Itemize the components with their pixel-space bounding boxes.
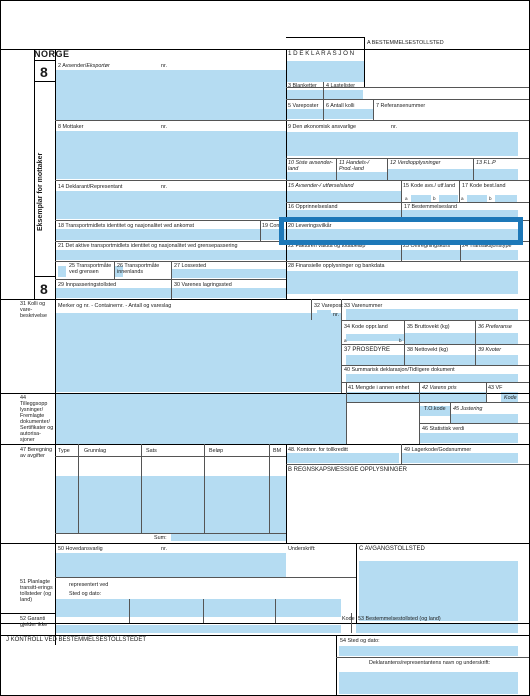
field-20-label: 20 Leveringsvilkår bbox=[288, 223, 332, 229]
field-50-label: 50 Hovedansvarlig bbox=[58, 546, 103, 552]
field-b-label: B REGNSKAPSMESSIGE OPPLYSNINGER bbox=[288, 467, 407, 473]
field-16-label: 16 Opprinnelsesland bbox=[288, 204, 338, 210]
field-22-label: 22 Fakturen valuta og totalbeløp bbox=[288, 243, 366, 249]
field-2-label: 2 Avsender/Eksportør bbox=[58, 63, 110, 69]
field-32-input[interactable] bbox=[317, 310, 331, 320]
sub-a-17: a bbox=[461, 196, 464, 201]
field-54-sign-input[interactable] bbox=[339, 672, 518, 694]
field-30-input[interactable] bbox=[172, 288, 286, 298]
field-38-label: 38 Nettovekt (kg) bbox=[407, 347, 449, 353]
field-52-kode: Kode bbox=[342, 616, 355, 622]
field-3-label: 3 Blanketter bbox=[288, 83, 317, 89]
field-39-label: 39 Kvoter bbox=[478, 347, 502, 353]
field-17b-input[interactable] bbox=[495, 195, 517, 202]
field-51-label: 51 Planlagte transitt-erings tollsteder (og land) bbox=[20, 579, 53, 603]
field-15-input[interactable] bbox=[286, 191, 401, 202]
field-47-sats: Sats bbox=[146, 448, 157, 454]
field-36-label: 36 Preferanse bbox=[478, 324, 512, 330]
field-43-label: 43 VF bbox=[488, 385, 503, 391]
field-45-label: 45 Justering bbox=[453, 406, 483, 412]
field-4-input[interactable] bbox=[324, 90, 363, 99]
field-54-sign: Deklarantens/representantens navn og underskrift: bbox=[369, 660, 491, 666]
field-53-label: 53 Bestemmelsestollsted (og land) bbox=[358, 616, 441, 622]
field-50-input[interactable] bbox=[56, 553, 286, 577]
field-1-input[interactable] bbox=[286, 61, 364, 82]
field-11-input[interactable] bbox=[337, 172, 387, 180]
field-31-text: Merker og nr. - Containernr. - Antall og vareslag bbox=[58, 303, 172, 309]
field-c-label: C AVGANGSTOLLSTED bbox=[359, 546, 425, 552]
sub-b-17: b bbox=[489, 196, 492, 201]
field-22-input[interactable] bbox=[286, 250, 401, 260]
field-6-label: 6 Antall kolli bbox=[326, 103, 355, 109]
field-9-nr: nr. bbox=[391, 124, 397, 130]
field-17-label: 17 Bestemmelsesland bbox=[404, 204, 458, 210]
copy-vertical-label: Eksemplar for mottaker bbox=[37, 152, 44, 231]
field-31-input[interactable] bbox=[56, 313, 341, 392]
field-47-sum-input[interactable] bbox=[171, 533, 286, 541]
field-40-label: 40 Summarisk deklarasjon/Tidligere dokument bbox=[344, 367, 455, 373]
field-24-label: 24 Transaksjonstype bbox=[462, 243, 512, 249]
field-47-belop: Beløp bbox=[209, 448, 224, 454]
field-50-sign: Underskrift: bbox=[288, 546, 316, 552]
sub-b-15: b bbox=[433, 196, 436, 201]
field-13-label: 13 F.L.P bbox=[476, 160, 496, 166]
field-17a-input[interactable] bbox=[467, 195, 487, 202]
field-53-input[interactable] bbox=[356, 624, 518, 633]
sub-b-34: b bbox=[399, 338, 402, 343]
field-10-label: 10 Siste avsender-land bbox=[288, 160, 333, 172]
sub-a-15: a bbox=[405, 196, 408, 201]
field-1-label: 1 D E K L A R A S J O N bbox=[288, 50, 355, 57]
field-15a-input[interactable] bbox=[411, 195, 431, 202]
field-j-label: J KONTROLL VED BESTEMMELSESTOLLSTEDET bbox=[6, 637, 147, 643]
field-40-input[interactable] bbox=[346, 374, 518, 382]
field-18-label: 18 Transportmidlets identitet og nasjonalitet ved ankomst bbox=[58, 223, 195, 229]
field-36-input[interactable] bbox=[476, 333, 518, 344]
field-24-input[interactable] bbox=[461, 250, 518, 260]
field-37-label: 37 PROSEDYRE bbox=[344, 347, 391, 353]
field-29-label: 29 Innpasseringstollsted bbox=[58, 282, 117, 288]
field-54-input[interactable] bbox=[339, 646, 518, 656]
field-38-input[interactable] bbox=[405, 355, 475, 365]
field-42-label: 42 Varens pris bbox=[422, 385, 457, 391]
field-50-rep: representert ved bbox=[69, 582, 109, 588]
field-19-label: 19 Con bbox=[262, 223, 280, 229]
field-28-input[interactable] bbox=[286, 271, 518, 294]
field-14-label: 14 Deklarant/Representant bbox=[58, 184, 123, 190]
field-49-input[interactable] bbox=[402, 453, 518, 463]
field-52-label: 52 Garanti gjelder ikke bbox=[20, 616, 48, 628]
field-33-label: 33 Varenummer bbox=[344, 303, 383, 309]
field-47-label: 47 Beregning av avgifter bbox=[20, 447, 53, 459]
field-23-input[interactable] bbox=[402, 250, 460, 260]
sub-a-34: a bbox=[344, 338, 347, 343]
copy-number-bottom: 8 bbox=[40, 281, 48, 297]
field-54-label: 54 Sted og dato: bbox=[340, 638, 380, 644]
field-10-input[interactable] bbox=[286, 172, 336, 180]
field-7-label: 7 Referansenummer bbox=[376, 103, 426, 109]
field-15b-input[interactable] bbox=[439, 195, 458, 202]
field-25-input[interactable] bbox=[58, 266, 66, 277]
field-31-label: 31 Kolli og vare-beskrivelse bbox=[20, 301, 47, 319]
field-11-label: 11 Handels-/ Prod.-land bbox=[339, 160, 370, 172]
field-28-label: 28 Finansielle opplysninger og bankdata bbox=[288, 263, 385, 269]
field-47-grunnlag: Grunnlag bbox=[84, 448, 107, 454]
field-15a-label: 15 Kode avs./ utf.land bbox=[403, 183, 456, 189]
field-34-label: 34 Kode oppr.land bbox=[344, 324, 388, 330]
field-8-nr: nr. bbox=[161, 124, 167, 130]
field-49-label: 49 Lagerkode/Godsnummer bbox=[404, 447, 472, 453]
field-44-label: 44 Tilleggsopp lysninger/ Fremlagte dokumenter/ Sertifikater og autorisa-sjoner bbox=[20, 395, 54, 443]
field-50-sted: Sted og dato: bbox=[69, 591, 102, 597]
highlight-box-field-20 bbox=[279, 217, 523, 245]
field-3-input[interactable] bbox=[286, 90, 323, 99]
field-9-label: 9 Den økonomisk ansvarlige bbox=[288, 124, 357, 130]
box-a-label: A BESTEMMELSESTOLLSTED bbox=[367, 40, 444, 46]
field-51-input[interactable] bbox=[56, 599, 341, 617]
field-47-sum: Sum: bbox=[154, 535, 167, 541]
field-43-kode: Kode bbox=[504, 395, 517, 401]
field-33-input[interactable] bbox=[346, 309, 518, 320]
field-37-input[interactable] bbox=[346, 355, 404, 365]
field-25-label: 25 Transportmåte ved grensen bbox=[69, 263, 112, 275]
field-6-input[interactable] bbox=[324, 109, 373, 119]
field-21-label: 21 Det aktive transportmidlets identitet og nasjonalitet ved grensepassering bbox=[58, 243, 238, 249]
field-41-label: 41 Mengde i annen enhet bbox=[348, 385, 410, 391]
field-21-input[interactable] bbox=[56, 250, 286, 260]
field-17a-label: 17 Kode best.land bbox=[462, 183, 506, 189]
field-13-input[interactable] bbox=[474, 169, 518, 180]
field-12-input[interactable] bbox=[388, 169, 473, 180]
field-45-input[interactable] bbox=[451, 414, 518, 423]
field-14-nr: nr. bbox=[161, 184, 167, 190]
field-12-label: 12 Verdiopplysninger bbox=[390, 160, 441, 166]
field-46-label: 46 Statistisk verdi bbox=[422, 426, 465, 432]
field-39-input[interactable] bbox=[476, 355, 518, 365]
field-c-input[interactable] bbox=[359, 561, 518, 621]
field-26-label: 26 Transportmåte innenlands bbox=[117, 263, 160, 275]
field-48-input[interactable] bbox=[286, 453, 399, 463]
field-30-label: 30 Varenes lagringssted bbox=[174, 282, 232, 288]
field-27-label: 27 Lossested bbox=[174, 263, 207, 269]
field-47-bm: BM bbox=[273, 448, 282, 454]
field-14-input[interactable] bbox=[56, 191, 286, 219]
field-27-input[interactable] bbox=[172, 269, 286, 278]
field-5-input[interactable] bbox=[286, 109, 323, 119]
field-18-input[interactable] bbox=[56, 229, 260, 240]
country-title: NORGE bbox=[34, 49, 70, 59]
field-50-nr: nr. bbox=[161, 546, 167, 552]
field-35-label: 35 Bruttovekt (kg) bbox=[407, 324, 450, 330]
field-2-nr: nr. bbox=[161, 63, 167, 69]
copy-number: 8 bbox=[40, 64, 48, 80]
field-29-input[interactable] bbox=[56, 288, 171, 298]
field-47-table-input[interactable] bbox=[56, 476, 286, 533]
field-32-label: 32 Varepost bbox=[314, 303, 343, 309]
field-44-toc: T.O.kode bbox=[424, 406, 446, 412]
field-52-input[interactable] bbox=[56, 625, 341, 633]
field-48-label: 48. Kontonr. for tollkreditt bbox=[288, 447, 348, 453]
field-46-input[interactable] bbox=[420, 433, 518, 443]
field-47-type: Type bbox=[58, 448, 70, 454]
field-15-label: 15 Avsender-/ utførselsland bbox=[288, 183, 354, 189]
field-34-input[interactable] bbox=[346, 334, 404, 341]
field-23-label: 23 Omregningskurs bbox=[403, 243, 451, 249]
field-8-input[interactable] bbox=[56, 131, 286, 179]
field-2-input[interactable] bbox=[56, 70, 286, 120]
field-8-label: 8 Mottaker bbox=[58, 124, 84, 130]
field-35-input[interactable] bbox=[405, 333, 475, 344]
field-32-nr: nr. bbox=[333, 312, 339, 318]
field-5-label: 5 Vareposter bbox=[288, 103, 319, 109]
field-9-input[interactable] bbox=[286, 132, 518, 156]
field-44-input[interactable] bbox=[56, 393, 346, 444]
field-4-label: 4 Lastelister bbox=[326, 83, 356, 89]
